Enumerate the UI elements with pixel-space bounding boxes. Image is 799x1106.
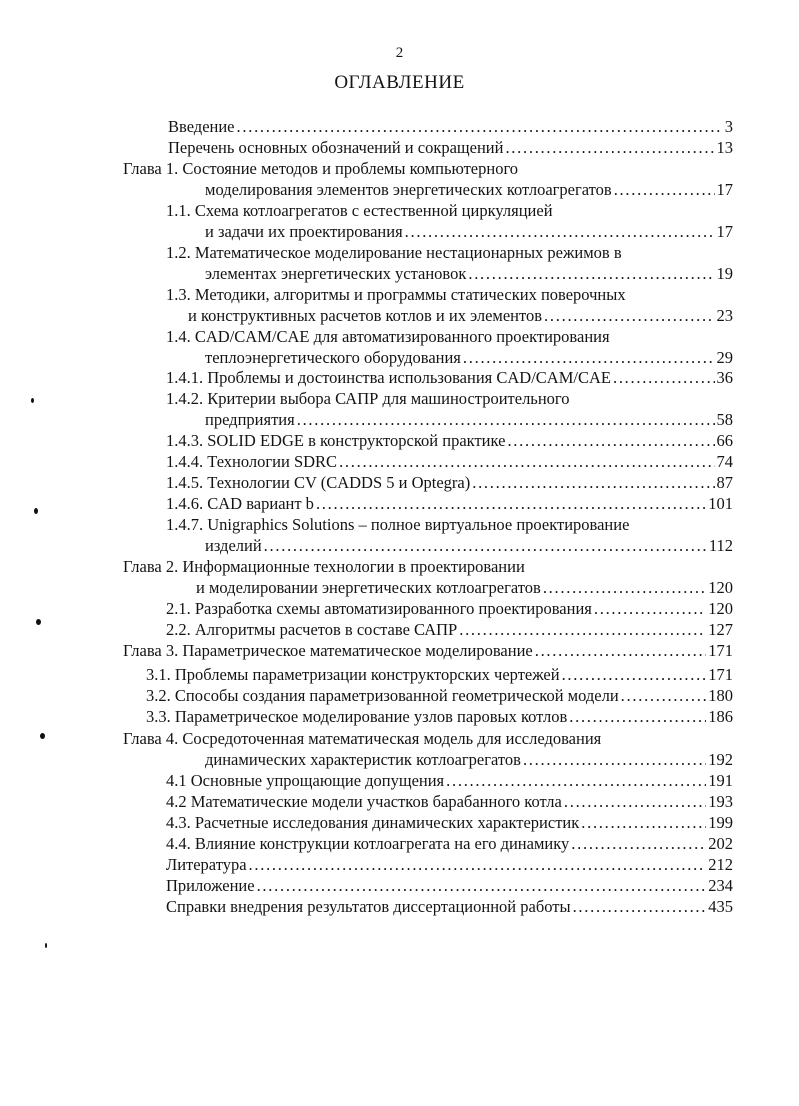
toc-entry-title: моделирования элементов энергетических котлоагрегатов — [205, 180, 612, 199]
toc-entry-page: 193 — [708, 792, 733, 811]
toc-entry — [166, 472, 733, 494]
toc-entry-page: 13 — [716, 138, 733, 157]
dot-leader — [573, 896, 707, 918]
dot-leader — [297, 409, 715, 431]
toc-heading-line: 1.4.7. Unigraphics Solutions – полное виртуальное проектирование — [166, 515, 630, 534]
toc-entry-page: 180 — [708, 686, 733, 705]
toc-heading-line: 1.4. CAD/CAM/CAE для автоматизированного проектирования — [166, 327, 610, 346]
toc-entry-page: 186 — [708, 707, 733, 726]
dot-leader — [571, 833, 706, 855]
toc-entry — [166, 619, 733, 641]
toc-entry-title: Приложение — [166, 876, 255, 895]
toc-heading-line: 1.3. Методики, алгоритмы и программы статических поверочных — [166, 285, 626, 304]
dot-leader — [581, 812, 706, 834]
scan-speck — [40, 733, 45, 739]
toc-entry-page: 3 — [724, 117, 733, 136]
toc-entry-page: 112 — [708, 536, 733, 555]
toc-entry-page: 23 — [716, 306, 733, 325]
toc-entry-title: динамических характеристик котлоагрегатов — [205, 750, 521, 769]
dot-leader — [544, 305, 714, 327]
dot-leader — [523, 749, 706, 771]
toc-entry-page: 58 — [716, 410, 733, 429]
dot-leader — [339, 451, 714, 473]
toc-entry-title: теплоэнергетического оборудования — [205, 348, 461, 367]
toc-entry-page: 87 — [716, 473, 733, 492]
dot-leader — [505, 137, 714, 159]
dot-leader — [613, 367, 715, 389]
toc-entry-title: и моделировании энергетических котлоагрегатов — [196, 578, 541, 597]
toc-entry-title: элементах энергетических установок — [205, 264, 467, 283]
scan-speck — [34, 508, 38, 514]
scan-speck — [45, 943, 47, 948]
toc-entry — [205, 347, 733, 369]
toc-entry-title: Перечень основных обозначений и сокращений — [168, 138, 504, 157]
toc-entry-title: 1.4.1. Проблемы и достоинства использования CAD/CAM/CAE — [166, 368, 611, 387]
dot-leader — [562, 664, 707, 686]
toc-entry-page: 212 — [708, 855, 733, 874]
toc-entry — [205, 749, 733, 771]
toc-entry-page: 29 — [716, 348, 733, 367]
toc-entry — [166, 770, 733, 792]
toc-entry-page: 171 — [708, 665, 733, 684]
dot-leader — [621, 685, 707, 707]
toc-entry-page: 120 — [708, 599, 733, 618]
toc-entry — [205, 535, 733, 557]
toc-entry-page: 202 — [708, 834, 733, 853]
toc-entry-title: 4.2 Математические модели участков барабанного котла — [166, 792, 562, 811]
dot-leader — [257, 875, 707, 897]
toc-entry — [166, 833, 733, 855]
toc-entry-title: 4.4. Влияние конструкции котлоагрегата на его динамику — [166, 834, 570, 853]
toc-heading-line: 1.2. Математическое моделирование нестационарных режимов в — [166, 243, 622, 262]
toc-entry-page: 101 — [708, 494, 733, 513]
toc-entry-title: 3.2. Способы создания параметризованной геометрической модели — [146, 686, 619, 705]
toc-entry — [205, 221, 733, 243]
toc-entry — [146, 685, 733, 707]
toc-entry-page: 17 — [716, 180, 733, 199]
dot-leader — [249, 854, 707, 876]
page-number: 2 — [395, 45, 404, 61]
dot-leader — [507, 430, 714, 452]
toc-entry — [205, 179, 733, 201]
toc-entry — [188, 305, 733, 327]
toc-entry-page: 19 — [716, 264, 733, 283]
dot-leader — [446, 770, 706, 792]
toc-entry-page: 127 — [708, 620, 733, 639]
toc-entry-page: 192 — [708, 750, 733, 769]
toc-entry-title: 2.1. Разработка схемы автоматизированного проектирования — [166, 599, 592, 618]
dot-leader — [564, 791, 706, 813]
toc-entry — [205, 409, 733, 431]
dot-leader — [472, 472, 714, 494]
toc-entry-page: 199 — [708, 813, 733, 832]
toc-entry-page: 435 — [708, 897, 733, 916]
toc-entry — [166, 367, 733, 389]
toc-entry-title: Литература — [166, 855, 247, 874]
scan-speck — [36, 619, 41, 625]
toc-entry-title: изделий — [205, 536, 262, 555]
toc-entry — [166, 791, 733, 813]
toc-entry-page: 171 — [708, 641, 733, 660]
toc-entry — [166, 875, 733, 897]
dot-leader — [614, 179, 715, 201]
toc-heading-line: Глава 2. Информационные технологии в проектировании — [123, 557, 525, 576]
toc-entry-page: 191 — [708, 771, 733, 790]
toc-entry-title: 1.4.4. Технологии SDRC — [166, 452, 338, 471]
toc-entry — [146, 664, 733, 686]
toc-heading-line: 1.1. Схема котлоагрегатов с естественной циркуляцией — [166, 201, 553, 220]
dot-leader — [543, 577, 706, 599]
dot-leader — [535, 640, 707, 662]
toc-entry — [168, 116, 733, 138]
toc-entry — [146, 706, 733, 728]
toc-heading-line: Глава 4. Сосредоточенная математическая модель для исследования — [123, 729, 602, 748]
dot-leader — [405, 221, 715, 243]
toc-entry-title: Глава 3. Параметрическое математическое моделирование — [123, 641, 533, 660]
dot-leader — [468, 263, 714, 285]
toc-entry-title: Справки внедрения результатов диссертационной работы — [166, 897, 571, 916]
toc-entry-page: 17 — [716, 222, 733, 241]
toc-entry-title: 3.1. Проблемы параметризации конструкторских чертежей — [146, 665, 560, 684]
dot-leader — [316, 493, 706, 515]
dot-leader — [264, 535, 707, 557]
toc-entry — [166, 598, 733, 620]
page-title: ОГЛАВЛЕНИЕ — [334, 72, 465, 93]
toc-entry — [166, 812, 733, 834]
dot-leader — [569, 706, 706, 728]
dot-leader — [459, 619, 706, 641]
toc-entry-page: 234 — [708, 876, 733, 895]
toc-entry-title: 1.4.6. CAD вариант b — [166, 494, 314, 513]
toc-entry — [166, 430, 733, 452]
toc-entry-title: 1.4.5. Технологии CV (CADDS 5 и Optegra) — [166, 473, 471, 492]
scan-speck — [31, 398, 34, 403]
toc-entry-title: 2.2. Алгоритмы расчетов в составе САПР — [166, 620, 458, 639]
toc-heading-line: 1.4.2. Критерии выбора САПР для машиностроительного — [166, 389, 570, 408]
toc-entry-title: 1.4.3. SOLID EDGE в конструкторской практике — [166, 431, 506, 450]
toc-entry-title: Введение — [168, 117, 235, 136]
dot-leader — [594, 598, 706, 620]
toc-entry — [168, 137, 733, 159]
toc-entry-title: 4.3. Расчетные исследования динамических характеристик — [166, 813, 580, 832]
toc-heading-line: Глава 1. Состояние методов и проблемы компьютерного — [123, 159, 519, 178]
toc-entry-title: и конструктивных расчетов котлов и их элементов — [188, 306, 543, 325]
toc-entry-title: 3.3. Параметрическое моделирование узлов паровых котлов — [146, 707, 568, 726]
toc-entry-page: 120 — [708, 578, 733, 597]
toc-entry — [205, 263, 733, 285]
toc-entry-title: и задачи их проектирования — [205, 222, 403, 241]
dot-leader — [237, 116, 723, 138]
toc-entry-title: 4.1 Основные упрощающие допущения — [166, 771, 445, 790]
dot-leader — [463, 347, 715, 369]
toc-entry-page: 66 — [716, 431, 733, 450]
toc-entry — [123, 640, 733, 662]
toc-entry — [196, 577, 733, 599]
toc-entry-title: предприятия — [205, 410, 295, 429]
toc-entry — [166, 493, 733, 515]
toc-entry-page: 36 — [716, 368, 733, 387]
toc-entry — [166, 896, 733, 918]
toc-entry — [166, 854, 733, 876]
toc-entry — [166, 451, 733, 473]
toc-entry-page: 74 — [716, 452, 733, 471]
